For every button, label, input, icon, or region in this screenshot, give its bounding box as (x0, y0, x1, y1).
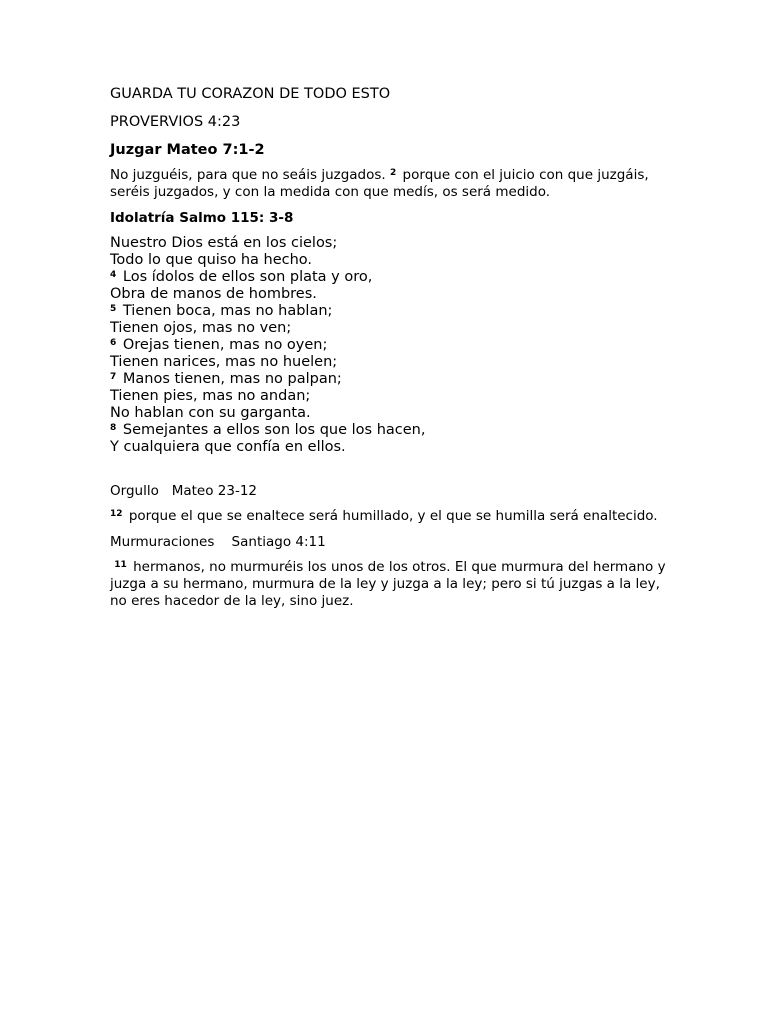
poem-line (110, 286, 670, 303)
section-heading-murmuraciones: Murmuraciones Santiago 4:11 (110, 534, 326, 550)
poem-line-text: Tienen narices, mas no huelen; (110, 354, 338, 370)
poem-line (110, 354, 670, 371)
poem-line-text: Tienen boca, mas no hablan; (118, 303, 333, 319)
section-heading-juzgar: Juzgar Mateo 7:1-2 (110, 142, 265, 158)
document-title: GUARDA TU CORAZON DE TODO ESTO (110, 86, 391, 102)
section-text-juzgar (110, 167, 670, 201)
poem-line (110, 320, 670, 337)
verse-text: porque con el juicio con que juzgáis, seréis juzgados, y con la medida con que medís, os será medido. (110, 167, 649, 200)
poem-line-text: Obra de manos de hombres. (110, 286, 317, 302)
poem-line-text: Tienen pies, mas no andan; (110, 388, 311, 404)
poem-line (110, 337, 670, 354)
poem-line (110, 235, 670, 252)
poem-line (110, 405, 670, 422)
section-text-murmuraciones (110, 559, 670, 610)
poem-line (110, 371, 670, 388)
document-reference: PROVERVIOS 4:23 (110, 114, 241, 130)
verse-number: 6 (110, 338, 117, 348)
poem-line-text: Los ídolos de ellos son plata y oro, (118, 269, 373, 285)
psalm-poem (110, 235, 670, 456)
poem-line (110, 269, 670, 286)
poem-line (110, 422, 670, 439)
verse-text: No juzguéis, para que no seáis juzgados. (110, 167, 390, 183)
section-text-orgullo (110, 508, 670, 525)
verse-number: 12 (110, 509, 123, 519)
section-heading-idolatria: Idolatría Salmo 115: 3-8 (110, 210, 294, 226)
verse-number: 5 (110, 304, 117, 314)
poem-line-text: Orejas tienen, mas no oyen; (118, 337, 328, 353)
verse-number: 8 (110, 423, 117, 433)
poem-line-text: Manos tienen, mas no palpan; (118, 371, 342, 387)
verse-number: 7 (110, 372, 117, 382)
poem-line (110, 252, 670, 269)
verse-number: 11 (114, 560, 127, 570)
poem-line-text: No hablan con su garganta. (110, 405, 311, 421)
document-page (110, 84, 670, 617)
verse-number: 2 (390, 168, 397, 178)
poem-line-text: Y cualquiera que confía en ellos. (110, 439, 346, 455)
poem-line-text: Nuestro Dios está en los cielos; (110, 235, 338, 251)
poem-line-text: Semejantes a ellos son los que los hacen, (118, 422, 426, 438)
verse-number: 4 (110, 270, 117, 280)
poem-line (110, 439, 670, 456)
poem-line-text: Todo lo que quiso ha hecho. (110, 252, 313, 268)
verse-text: hermanos, no murmuréis los unos de los otros. El que murmura del hermano y juzga a su hermano, murmura de la ley y juzga a la ley; pero si tú juzgas a la ley, no eres hacedor de la ley, sino juez. (110, 559, 666, 609)
verse-text: porque el que se enaltece será humillado, y el que se humilla será enaltecido. (124, 508, 658, 524)
section-heading-orgullo: Orgullo Mateo 23-12 (110, 483, 257, 499)
poem-line (110, 303, 670, 320)
poem-line (110, 388, 670, 405)
poem-line-text: Tienen ojos, mas no ven; (110, 320, 292, 336)
